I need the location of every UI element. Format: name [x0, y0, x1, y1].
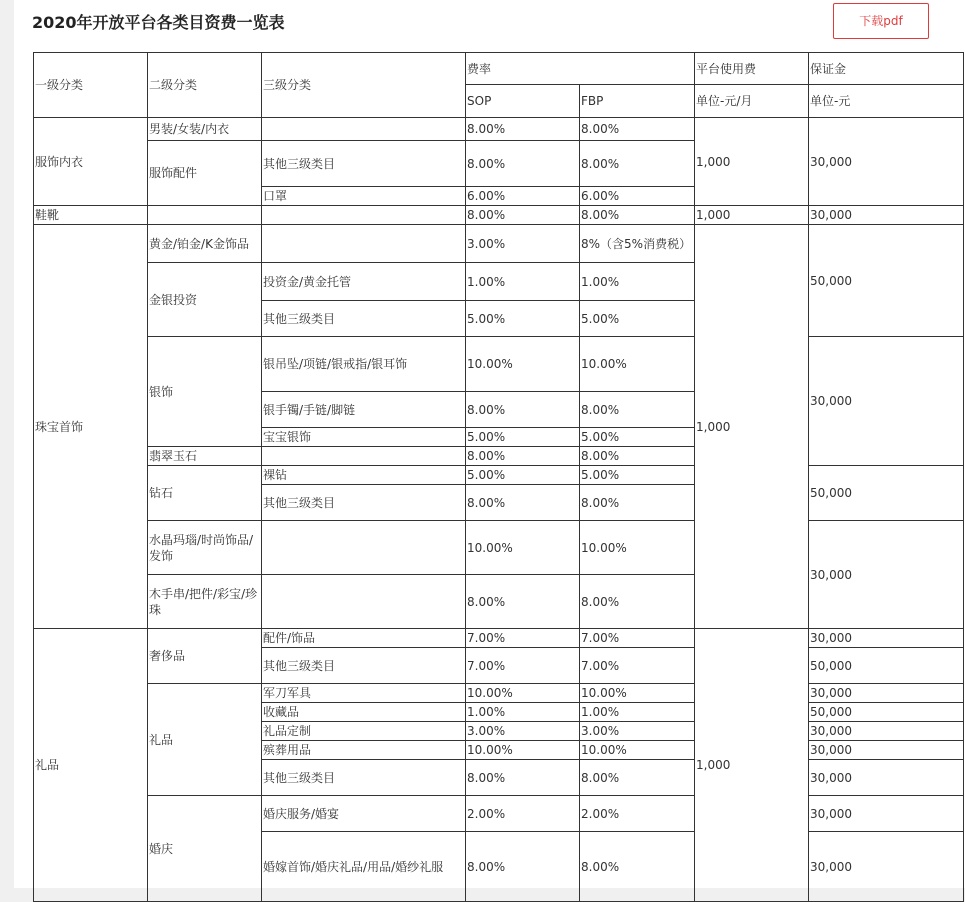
cell-sop-rate: 10.00%: [466, 337, 580, 392]
fee-table: [33, 52, 964, 902]
table-row: [34, 629, 964, 648]
cell-fbp-rate: 8.00%: [580, 485, 695, 521]
cell-deposit: 30,000: [809, 521, 964, 629]
header-sop: SOP: [466, 85, 580, 118]
cell-level3: 礼品定制: [262, 722, 466, 741]
cell-sop-rate: 5.00%: [466, 466, 580, 485]
cell-fbp-rate: 8.00%: [580, 141, 695, 187]
cell-fbp-rate: 5.00%: [580, 428, 695, 447]
cell-level1: 服饰内衣: [34, 118, 148, 206]
download-pdf-button[interactable]: 下载pdf: [833, 3, 929, 39]
cell-sop-rate: 8.00%: [466, 447, 580, 466]
cell-platform-fee: 1,000: [695, 629, 809, 902]
cell-deposit: 50,000: [809, 703, 964, 722]
header-l1: 一级分类: [34, 53, 148, 118]
cell-sop-rate: 3.00%: [466, 225, 580, 263]
cell-deposit: 30,000: [809, 629, 964, 648]
cell-level2: 木手串/把件/彩宝/珍珠: [148, 575, 262, 629]
cell-fbp-rate: 8.00%: [580, 392, 695, 428]
cell-deposit: 30,000: [809, 206, 964, 225]
cell-level3: 其他三级类目: [262, 301, 466, 337]
cell-level3: 投资金/黄金托管: [262, 263, 466, 301]
cell-fbp-rate: 8.00%: [580, 832, 695, 902]
cell-level3: 婚嫁首饰/婚庆礼品/用品/婚纱礼服: [262, 832, 466, 902]
cell-level2: 礼品: [148, 684, 262, 796]
header-l2: 二级分类: [148, 53, 262, 118]
cell-fbp-rate: 7.00%: [580, 648, 695, 684]
cell-level3: 银手镯/手链/脚链: [262, 392, 466, 428]
cell-deposit: 30,000: [809, 337, 964, 466]
cell-sop-rate: 1.00%: [466, 263, 580, 301]
cell-level3: [262, 575, 466, 629]
cell-level3: 收藏品: [262, 703, 466, 722]
cell-sop-rate: 2.00%: [466, 796, 580, 832]
cell-fbp-rate: 7.00%: [580, 629, 695, 648]
cell-sop-rate: 10.00%: [466, 684, 580, 703]
header-row: [34, 53, 964, 85]
cell-level3: 殡葬用品: [262, 741, 466, 760]
cell-level3: 银吊坠/项链/银戒指/银耳饰: [262, 337, 466, 392]
cell-sop-rate: 10.00%: [466, 741, 580, 760]
cell-level3: 其他三级类目: [262, 141, 466, 187]
cell-sop-rate: 8.00%: [466, 206, 580, 225]
cell-sop-rate: 8.00%: [466, 575, 580, 629]
cell-deposit: 30,000: [809, 722, 964, 741]
cell-level2: 服饰配件: [148, 141, 262, 206]
cell-sop-rate: 5.00%: [466, 428, 580, 447]
cell-level1: 鞋靴: [34, 206, 148, 225]
cell-deposit: 30,000: [809, 684, 964, 703]
cell-level3: 其他三级类目: [262, 485, 466, 521]
header-usage: 平台使用费: [695, 53, 809, 85]
table-row: [34, 796, 964, 832]
cell-fbp-rate: 5.00%: [580, 301, 695, 337]
cell-deposit: 30,000: [809, 118, 964, 206]
cell-level3: 其他三级类目: [262, 648, 466, 684]
cell-fbp-rate: 8.00%: [580, 575, 695, 629]
cell-fbp-rate: 6.00%: [580, 187, 695, 206]
table-row: [34, 206, 964, 225]
cell-fbp-rate: 10.00%: [580, 741, 695, 760]
cell-platform-fee: 1,000: [695, 225, 809, 629]
cell-level2: 银饰: [148, 337, 262, 447]
cell-sop-rate: 7.00%: [466, 629, 580, 648]
page-title: 2020年开放平台各类目资费一览表: [32, 13, 285, 32]
cell-sop-rate: 3.00%: [466, 722, 580, 741]
cell-fbp-rate: 10.00%: [580, 337, 695, 392]
cell-sop-rate: 10.00%: [466, 521, 580, 575]
cell-sop-rate: 8.00%: [466, 485, 580, 521]
cell-level2: 婚庆: [148, 796, 262, 902]
cell-level3: 宝宝银饰: [262, 428, 466, 447]
cell-sop-rate: 8.00%: [466, 118, 580, 141]
table-row: [34, 521, 964, 575]
cell-fbp-rate: 8.00%: [580, 760, 695, 796]
header-l3: 三级分类: [262, 53, 466, 118]
cell-level3: 军刀军具: [262, 684, 466, 703]
table-row: [34, 118, 964, 141]
cell-sop-rate: 8.00%: [466, 141, 580, 187]
cell-level2: [148, 206, 262, 225]
table-row: [34, 684, 964, 703]
cell-platform-fee: 1,000: [695, 206, 809, 225]
cell-level2: 金银投资: [148, 263, 262, 337]
cell-deposit: 30,000: [809, 760, 964, 796]
cell-level3: 口罩: [262, 187, 466, 206]
page: [14, 0, 965, 888]
header-deposit-unit: 单位-元: [809, 85, 964, 118]
cell-level2: 奢侈品: [148, 629, 262, 684]
cell-sop-rate: 8.00%: [466, 760, 580, 796]
cell-level3: [262, 118, 466, 141]
cell-fbp-rate: 8%（含5%消费税）: [580, 225, 695, 263]
header-deposit: 保证金: [809, 53, 964, 85]
cell-level2: 翡翠玉石: [148, 447, 262, 466]
cell-level2: 黄金/铂金/K金饰品: [148, 225, 262, 263]
cell-deposit: 30,000: [809, 832, 964, 902]
cell-fbp-rate: 10.00%: [580, 684, 695, 703]
cell-sop-rate: 6.00%: [466, 187, 580, 206]
cell-level3: [262, 206, 466, 225]
cell-sop-rate: 1.00%: [466, 703, 580, 722]
cell-fbp-rate: 8.00%: [580, 447, 695, 466]
cell-level3: [262, 447, 466, 466]
cell-fbp-rate: 8.00%: [580, 206, 695, 225]
table-row: [34, 466, 964, 485]
cell-fbp-rate: 2.00%: [580, 796, 695, 832]
cell-platform-fee: 1,000: [695, 118, 809, 206]
table-row: [34, 337, 964, 392]
cell-level2: 男装/女装/内衣: [148, 118, 262, 141]
cell-level2: 水晶玛瑙/时尚饰品/发饰: [148, 521, 262, 575]
cell-deposit: 30,000: [809, 741, 964, 760]
cell-level3: [262, 225, 466, 263]
header-usage-unit: 单位-元/月: [695, 85, 809, 118]
cell-fbp-rate: 1.00%: [580, 263, 695, 301]
cell-fbp-rate: 10.00%: [580, 521, 695, 575]
cell-sop-rate: 8.00%: [466, 832, 580, 902]
cell-level3: 裸钻: [262, 466, 466, 485]
cell-deposit: 50,000: [809, 466, 964, 521]
cell-fbp-rate: 5.00%: [580, 466, 695, 485]
cell-fbp-rate: 1.00%: [580, 703, 695, 722]
header-rate: 费率: [466, 53, 695, 85]
cell-deposit: 30,000: [809, 796, 964, 832]
header-fbp: FBP: [580, 85, 695, 118]
cell-level3: [262, 521, 466, 575]
cell-sop-rate: 8.00%: [466, 392, 580, 428]
cell-level3: 婚庆服务/婚宴: [262, 796, 466, 832]
cell-sop-rate: 7.00%: [466, 648, 580, 684]
cell-deposit: 50,000: [809, 225, 964, 337]
cell-fbp-rate: 3.00%: [580, 722, 695, 741]
cell-level3: 其他三级类目: [262, 760, 466, 796]
cell-level2: 钻石: [148, 466, 262, 521]
cell-level1: 礼品: [34, 629, 148, 902]
cell-fbp-rate: 8.00%: [580, 118, 695, 141]
table-row: [34, 225, 964, 263]
cell-deposit: 50,000: [809, 648, 964, 684]
cell-level3: 配件/饰品: [262, 629, 466, 648]
cell-sop-rate: 5.00%: [466, 301, 580, 337]
cell-level1: 珠宝首饰: [34, 225, 148, 629]
